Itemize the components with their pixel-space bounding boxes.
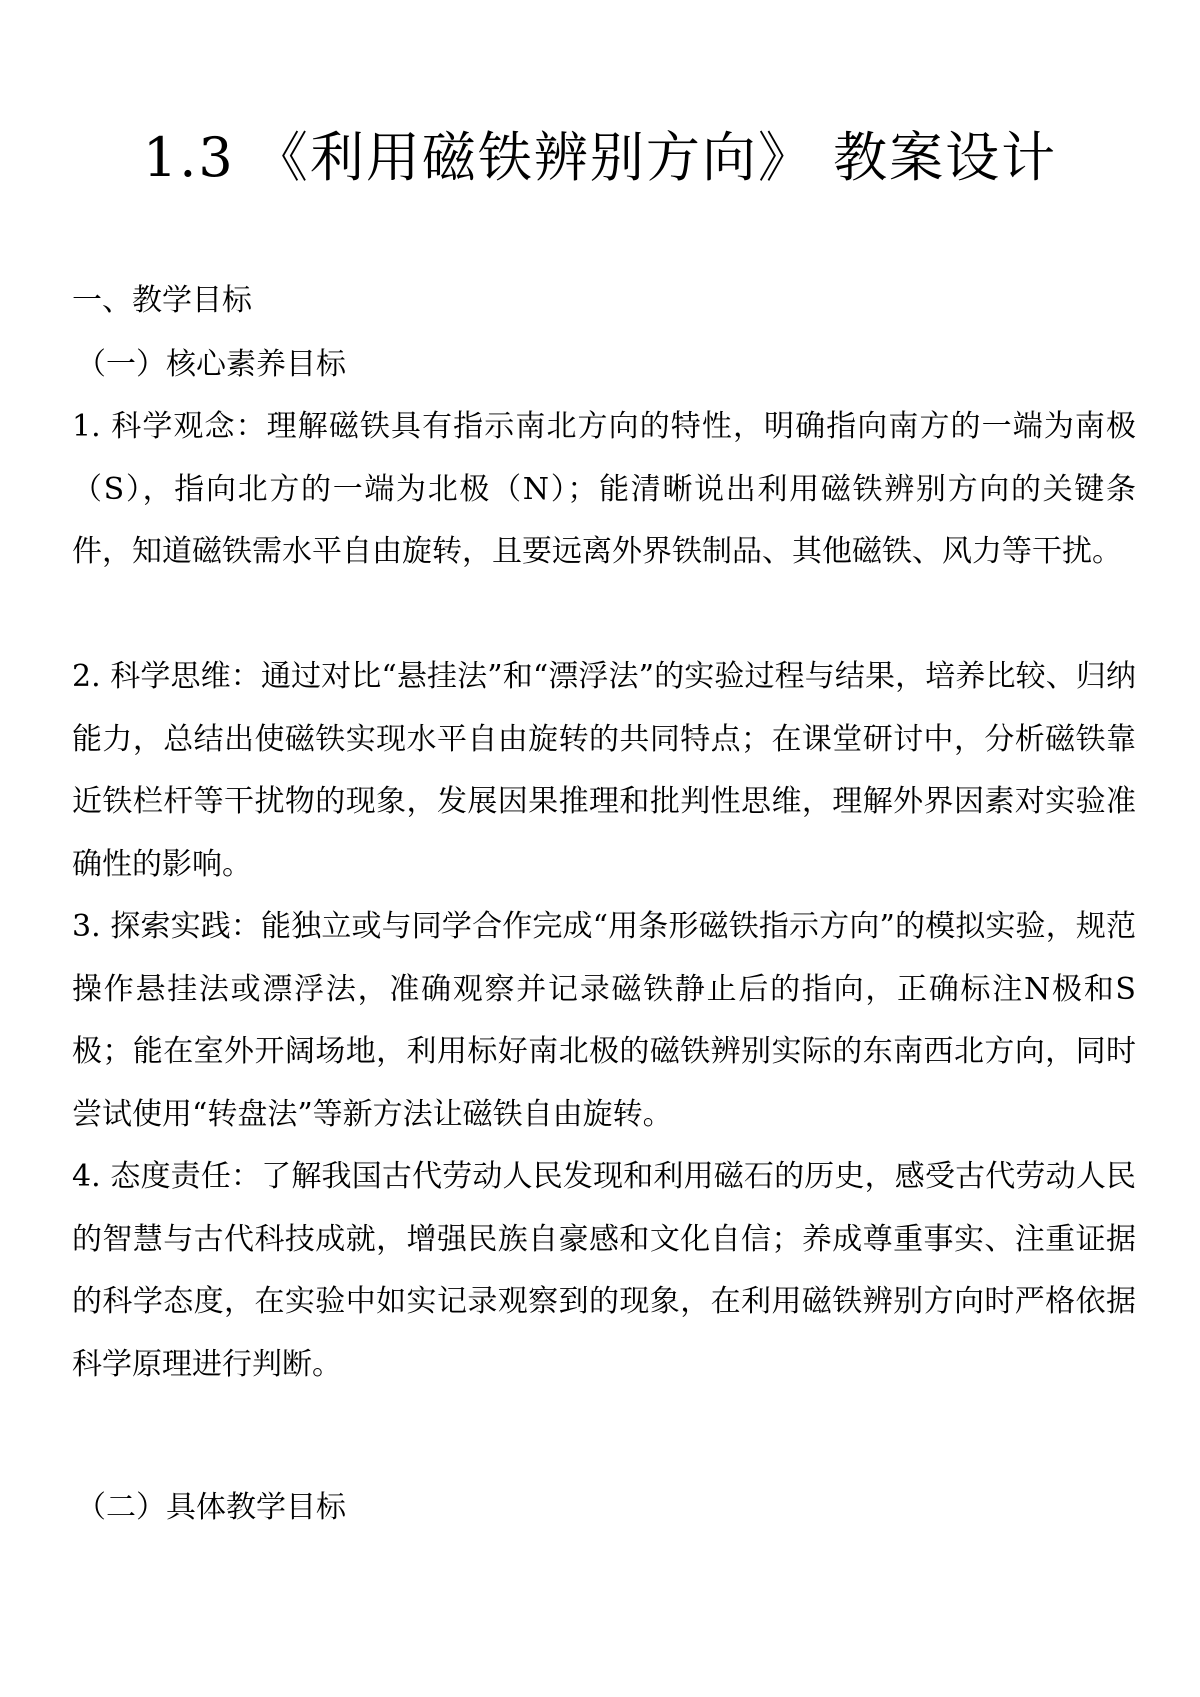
subsection-heading-core-literacy-objectives: （一）核心素养目标 bbox=[76, 347, 346, 382]
paragraph-exploration-practice: 3. 探索实践：能独立或与同学合作完成“用条形磁铁指示方向”的模拟实验，规范操作悬挂法或漂浮法，准确观察并记录磁铁静止后的指向，正确标注N极和S极；能在室外开阔场地，利用标好南北极的磁铁辨别实际的东南西北方向，同时尝试使用“转盘法”等新方法让磁铁自由旋转。 bbox=[72, 909, 1136, 1132]
paragraph-scientific-thinking: 2. 科学思维：通过对比“悬挂法”和“漂浮法”的实验过程与结果，培养比较、归纳能力，总结出使磁铁实现水平自由旋转的共同特点；在课堂研讨中，分析磁铁靠近铁栏杆等干扰物的现象，发展因果推理和批判性思维，理解外界因素对实验准确性的影响。 bbox=[72, 659, 1136, 882]
section-heading-teaching-objectives: 一、教学目标 bbox=[72, 283, 252, 318]
document-title: 1.3 《利用磁铁辨别方向》 教案设计 bbox=[142, 126, 1058, 189]
paragraph-attitude-responsibility: 4. 态度责任：了解我国古代劳动人民发现和利用磁石的历史，感受古代劳动人民的智慧与古代科技成就，增强民族自豪感和文化自信；养成尊重事实、注重证据的科学态度，在实验中如实记录观察到的现象，在利用磁铁辨别方向时严格依据科学原理进行判断。 bbox=[72, 1159, 1136, 1382]
subsection-heading-specific-objectives: （二）具体教学目标 bbox=[76, 1490, 346, 1525]
paragraph-scientific-concepts: 1. 科学观念：理解磁铁具有指示南北方向的特性，明确指向南方的一端为南极（S），指向北方的一端为北极（N）；能清晰说出利用磁铁辨别方向的关键条件，知道磁铁需水平自由旋转，且要远离外界铁制品、其他磁铁、风力等干扰。 bbox=[72, 409, 1136, 569]
